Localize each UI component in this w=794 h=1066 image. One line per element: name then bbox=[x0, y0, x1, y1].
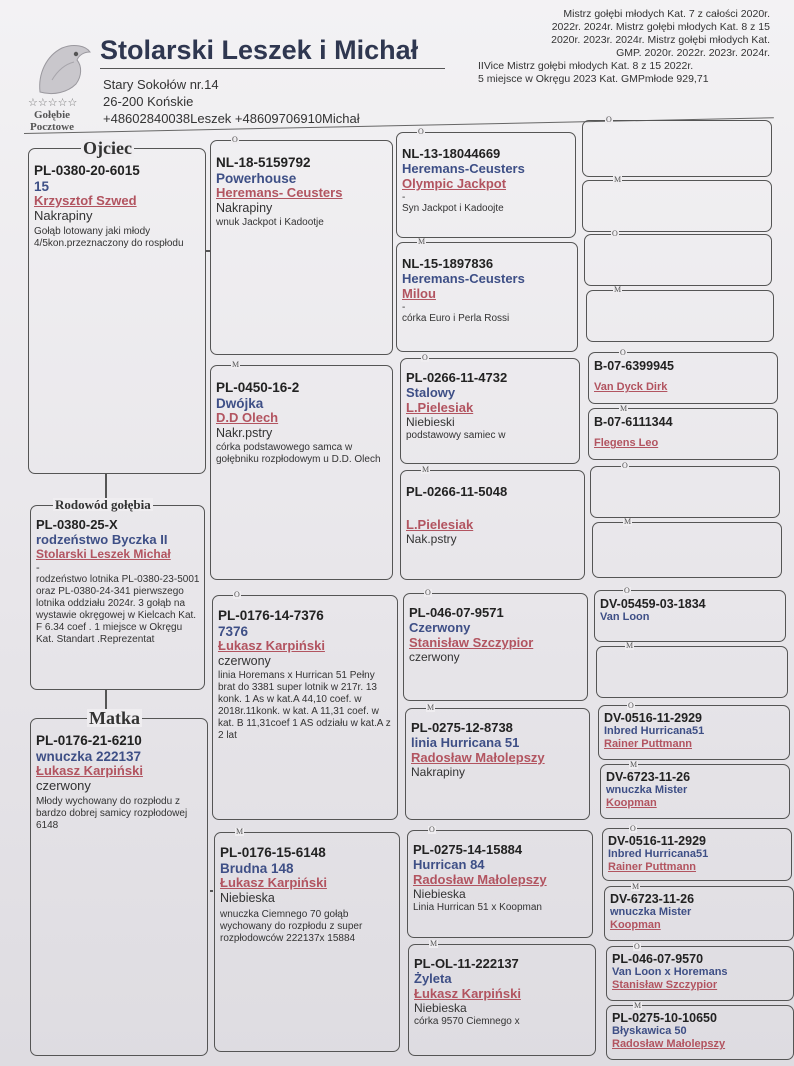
mother-label: Matka bbox=[89, 708, 140, 728]
sire-label: O bbox=[612, 229, 618, 238]
mmm-dam-name: Błyskawica 50 bbox=[612, 1025, 687, 1038]
ff-sire-notes: Syn Jackpot i Kadoojte bbox=[402, 203, 504, 215]
mm-dam-notes: córka 9570 Ciemnego x bbox=[414, 1015, 520, 1027]
dam-label: M bbox=[418, 237, 426, 246]
father-dam-notes: córka podstawowego samca w gołębniku rozpłodowym u D.D. Olech bbox=[216, 442, 381, 466]
dam-label: M bbox=[427, 703, 435, 712]
mmf-dam-card[interactable] bbox=[604, 882, 794, 941]
mmf-dam-name: wnuczka Mister bbox=[610, 906, 692, 919]
fff-sire-card[interactable] bbox=[582, 115, 772, 177]
father-sire-name: Powerhouse bbox=[216, 170, 297, 186]
subject-card[interactable] bbox=[30, 497, 205, 690]
mm-dam-name: Żyleta bbox=[414, 970, 452, 986]
mfm-dam-ring: DV-6723-11-26 bbox=[606, 770, 691, 784]
fm-sire-card[interactable] bbox=[400, 353, 580, 464]
ff-sire-card[interactable] bbox=[396, 127, 576, 238]
achievement-line: GMP. 2020r. 2022r. 2023r. 2024r. bbox=[616, 47, 770, 59]
subject-name: rodzeństwo Byczka II bbox=[36, 531, 168, 547]
fm-dam-ring: PL-0266-11-5048 bbox=[406, 484, 508, 499]
mm-dam-color: Niebieska bbox=[414, 1000, 467, 1015]
dam-label: M bbox=[620, 404, 628, 413]
mm-sire-notes: Linia Hurrican 51 x Koopman bbox=[413, 901, 542, 913]
fm-sire-name: Stalowy bbox=[406, 384, 456, 400]
dam-label: M bbox=[236, 827, 244, 836]
mother-card[interactable] bbox=[30, 708, 208, 1056]
fm-dam-card[interactable] bbox=[400, 465, 585, 580]
mfm-dam-breeder: Koopman bbox=[606, 797, 657, 810]
mother-sire-ring: PL-0176-14-7376 bbox=[218, 608, 324, 623]
mf-sire-name: Czerwony bbox=[409, 619, 471, 635]
achievement-line: 2022r. 2024r. Mistrz gołębi młodych Kat. 8 z 15 bbox=[551, 21, 770, 33]
sire-label: O bbox=[634, 942, 640, 951]
sire-label: O bbox=[628, 701, 634, 710]
ff-sire-ring: NL-13-18044669 bbox=[402, 146, 501, 161]
ffm-dam-card[interactable] bbox=[586, 285, 774, 342]
sire-label: O bbox=[624, 586, 630, 595]
mmm-dam-card[interactable] bbox=[606, 1001, 794, 1060]
sire-label: O bbox=[422, 353, 428, 362]
mm-sire-ring: PL-0275-14-15884 bbox=[413, 842, 523, 857]
ff-dam-card[interactable] bbox=[396, 237, 578, 352]
dam-label: M bbox=[614, 285, 622, 294]
subject-dash: - bbox=[36, 561, 40, 574]
mother-dam-notes: wnuczka Ciemnego 70 gołąb wychowany do rozpłodu z super rozpłodowców 222137x 15884 bbox=[220, 909, 363, 945]
dam-label: M bbox=[232, 360, 240, 369]
mother-dam-color: Niebieska bbox=[220, 890, 275, 905]
mmf-dam-breeder: Koopman bbox=[610, 919, 661, 932]
mother-name: wnuczka 222137 bbox=[36, 748, 142, 764]
mf-dam-breeder: Radosław Małolepszy bbox=[411, 749, 545, 765]
address-line-2: 26-200 Końskie bbox=[103, 94, 194, 109]
father-card[interactable] bbox=[28, 138, 206, 474]
sire-label: O bbox=[232, 135, 238, 144]
mother-dam-name: Brudna 148 bbox=[220, 860, 294, 876]
mff-dam-card[interactable] bbox=[596, 641, 788, 698]
fm-sire-color: Niebieski bbox=[406, 414, 455, 429]
mm-dam-card[interactable] bbox=[408, 939, 596, 1056]
father-dam-breeder: D.D Olech bbox=[216, 410, 279, 426]
mff-sire-ring: DV-05459-03-1834 bbox=[600, 597, 706, 611]
sire-label: O bbox=[234, 590, 240, 599]
mf-dam-card[interactable] bbox=[405, 703, 590, 820]
mother-notes: Młody wychowany do rozpłodu z bardzo dobrej samicy rozpłodowej 6148 bbox=[36, 795, 188, 831]
sire-label: O bbox=[429, 825, 435, 834]
father-dam-ring: PL-0450-16-2 bbox=[216, 380, 300, 395]
achievements bbox=[470, 8, 770, 86]
father-sire-color: Nakrapiny bbox=[216, 200, 273, 215]
sire-label: O bbox=[620, 348, 626, 357]
phone-numbers: +48602840038Leszek +48609706910Michał bbox=[103, 111, 360, 126]
mmf-sire-card[interactable] bbox=[602, 824, 792, 881]
mf-dam-name: linia Hurricana 51 bbox=[411, 734, 520, 750]
father-dam-name: Dwójka bbox=[216, 395, 264, 411]
ff-dam-dash: - bbox=[402, 301, 406, 313]
sire-label: O bbox=[606, 115, 612, 124]
father-dam-card[interactable] bbox=[210, 360, 393, 580]
mf-sire-card[interactable] bbox=[403, 588, 588, 701]
subject-notes: rodzeństwo lotnika PL-0380-23-5001 oraz PL-0380-24-341 pierwszego lotnika oddziału 2024r. 3 gołąb na wystawie okręgowej w Kielcach Kat. F 6.34 coef . 1 miejsce w Okręgu Kat. Standart .Reprezentat bbox=[36, 574, 200, 646]
mother-sire-card[interactable] bbox=[212, 590, 398, 820]
dam-label: M bbox=[632, 882, 640, 891]
mother-color: czerwony bbox=[36, 777, 91, 793]
fm-dam-breeder: L.Pielesiak bbox=[406, 516, 474, 532]
logo-stars: ☆☆☆☆☆ bbox=[28, 97, 78, 109]
ff-dam-ring: NL-15-1897836 bbox=[402, 256, 494, 271]
subject-breeder: Stolarski Leszek Michał bbox=[36, 546, 171, 561]
dam-label: M bbox=[634, 1001, 642, 1010]
fm-sire-breeder: L.Pielesiak bbox=[406, 399, 474, 415]
mm-dam-ring: PL-OL-11-222137 bbox=[414, 956, 519, 971]
ff-sire-breeder: Olympic Jackpot bbox=[402, 175, 507, 191]
father-sire-card[interactable] bbox=[210, 135, 393, 355]
mother-dam-card[interactable] bbox=[214, 827, 400, 1052]
fmf-sire-ring: B-07-6399945 bbox=[594, 359, 674, 373]
mm-sire-card[interactable] bbox=[407, 825, 593, 938]
subject-ring: PL-0380-25-X bbox=[36, 517, 118, 532]
dam-label: M bbox=[624, 517, 632, 526]
logo bbox=[28, 40, 94, 132]
mother-dam-ring: PL-0176-15-6148 bbox=[220, 845, 326, 860]
mmf-sire-ring: DV-0516-11-2929 bbox=[608, 834, 706, 848]
mmm-dam-ring: PL-0275-10-10650 bbox=[612, 1011, 717, 1025]
mmm-sire-breeder: Stanisław Szczypior bbox=[612, 979, 718, 992]
mfm-sire-breeder: Rainer Puttmann bbox=[604, 738, 693, 751]
mff-sire-name: Van Loon bbox=[600, 611, 650, 624]
father-notes: Gołąb lotowany jaki młody 4/5kon.przeznaczony do rospłodu bbox=[34, 225, 184, 249]
mff-sire-card[interactable] bbox=[594, 586, 786, 642]
fff-dam-card[interactable] bbox=[582, 175, 772, 232]
mf-sire-ring: PL-046-07-9571 bbox=[409, 605, 504, 620]
ff-dam-notes: córka Euro i Perla Rossi bbox=[402, 313, 510, 325]
title-underline bbox=[100, 68, 445, 69]
sire-label: O bbox=[425, 588, 431, 597]
fmf-sire-breeder: Van Dyck Dirk bbox=[594, 381, 668, 394]
father-breeder: Krzysztof Szwed bbox=[34, 193, 137, 209]
father-sire-notes: wnuk Jackpot i Kadootje bbox=[216, 217, 324, 229]
mmm-sire-ring: PL-046-07-9570 bbox=[612, 952, 704, 966]
father-ring: PL-0380-20-6015 bbox=[34, 163, 140, 178]
achievement-line: 2020r. 2023r. 2024r. Mistrz gołębi młodych Kat. bbox=[551, 34, 770, 46]
fmf-dam-breeder: Flegens Leo bbox=[594, 437, 659, 450]
father-label: Ojciec bbox=[83, 138, 132, 158]
mf-sire-breeder: Stanisław Szczypior bbox=[409, 634, 534, 650]
logo-text-1: Gołębie bbox=[34, 109, 71, 121]
mfm-sire-name: Inbred Hurricana51 bbox=[604, 725, 705, 738]
sire-label: O bbox=[630, 824, 636, 833]
ff-dam-breeder: Milou bbox=[402, 285, 436, 301]
mother-sire-color: czerwony bbox=[218, 653, 271, 668]
mmm-sire-name: Van Loon x Horemans bbox=[612, 966, 728, 979]
father-dam-color: Nakr.pstry bbox=[216, 425, 273, 440]
mfm-sire-card[interactable] bbox=[598, 701, 790, 760]
dam-label: M bbox=[430, 939, 438, 948]
connector bbox=[210, 890, 213, 892]
mother-dam-breeder: Łukasz Karpiński bbox=[220, 875, 327, 891]
fmf-dam-card[interactable] bbox=[588, 404, 778, 460]
mf-dam-color: Nakrapiny bbox=[411, 764, 466, 779]
fmm-sire-card[interactable] bbox=[590, 461, 780, 518]
mm-sire-breeder: Radosław Małolepszy bbox=[413, 871, 547, 887]
mmf-sire-breeder: Rainer Puttmann bbox=[608, 861, 697, 874]
dam-label: M bbox=[626, 641, 634, 650]
mother-sire-name: 7376 bbox=[218, 623, 249, 639]
logo-text-2: Pocztowe bbox=[30, 121, 74, 133]
mmm-sire-card[interactable] bbox=[606, 942, 794, 1001]
mmf-sire-name: Inbred Hurricana51 bbox=[608, 848, 709, 861]
mm-dam-breeder: Łukasz Karpiński bbox=[414, 985, 521, 1001]
mfm-dam-card[interactable] bbox=[600, 760, 790, 819]
fm-sire-ring: PL-0266-11-4732 bbox=[406, 370, 508, 385]
achievement-line: 5 miejsce w Okręgu 2023 Kat. GMPmłode 929,71 bbox=[478, 73, 709, 85]
address-line-1: Stary Sokołów nr.14 bbox=[103, 77, 219, 92]
mf-sire-color: czerwony bbox=[409, 649, 460, 664]
fm-sire-notes: podstawowy samiec w bbox=[406, 429, 506, 441]
mm-sire-color: Niebieska bbox=[413, 886, 466, 901]
subject-label: Rodowód gołębia bbox=[55, 497, 151, 512]
dam-label: M bbox=[422, 465, 430, 474]
achievement-line: IIVice Mistrz gołębi młodych Kat. 8 z 15 2022r. bbox=[478, 60, 694, 72]
fmm-dam-card[interactable] bbox=[592, 517, 782, 578]
father-sire-ring: NL-18-5159792 bbox=[216, 155, 311, 170]
ff-sire-dash: - bbox=[402, 191, 406, 203]
father-sire-breeder: Heremans- Ceusters bbox=[216, 185, 343, 201]
ffm-sire-card[interactable] bbox=[584, 229, 772, 286]
sire-label: O bbox=[418, 127, 424, 136]
mmf-dam-ring: DV-6723-11-26 bbox=[610, 892, 695, 906]
pigeon-head-icon bbox=[32, 40, 92, 98]
ff-dam-name: Heremans-Ceusters bbox=[402, 270, 525, 286]
father-name: 15 bbox=[34, 178, 50, 194]
achievement-line: Mistrz gołębi młodych Kat. 7 z całości 2020r. bbox=[563, 8, 770, 20]
mother-sire-notes: linia Horemans x Hurrican 51 Pełny brat do 3381 super lotnik w 217r. 13 konk. 1 As w kat.A 44,10 coef. w 2018r.11konk. w kat. A 11,31 coef. w kat. B 11,31coef 1 AS odziału w kat.A z 2 lat bbox=[218, 670, 391, 742]
dam-label: M bbox=[630, 760, 638, 769]
mf-dam-ring: PL-0275-12-8738 bbox=[411, 720, 513, 735]
page-title: Stolarski Leszek i Michał bbox=[100, 35, 419, 65]
ff-sire-name: Heremans-Ceusters bbox=[402, 160, 525, 176]
fmf-sire-card[interactable] bbox=[588, 348, 778, 404]
mother-breeder: Łukasz Karpiński bbox=[36, 763, 143, 779]
mfm-dam-name: wnuczka Mister bbox=[606, 784, 688, 797]
mother-sire-breeder: Łukasz Karpiński bbox=[218, 638, 325, 654]
dam-label: M bbox=[614, 175, 622, 184]
mmm-dam-breeder: Radosław Małolepszy bbox=[612, 1038, 726, 1051]
mfm-sire-ring: DV-0516-11-2929 bbox=[604, 711, 702, 725]
mother-ring: PL-0176-21-6210 bbox=[36, 733, 142, 748]
father-color: Nakrapiny bbox=[34, 207, 93, 223]
fmf-dam-ring: B-07-6111344 bbox=[594, 415, 673, 429]
mm-sire-name: Hurrican 84 bbox=[413, 856, 485, 872]
sire-label: O bbox=[622, 461, 628, 470]
fm-dam-color: Nak.pstry bbox=[406, 531, 457, 546]
